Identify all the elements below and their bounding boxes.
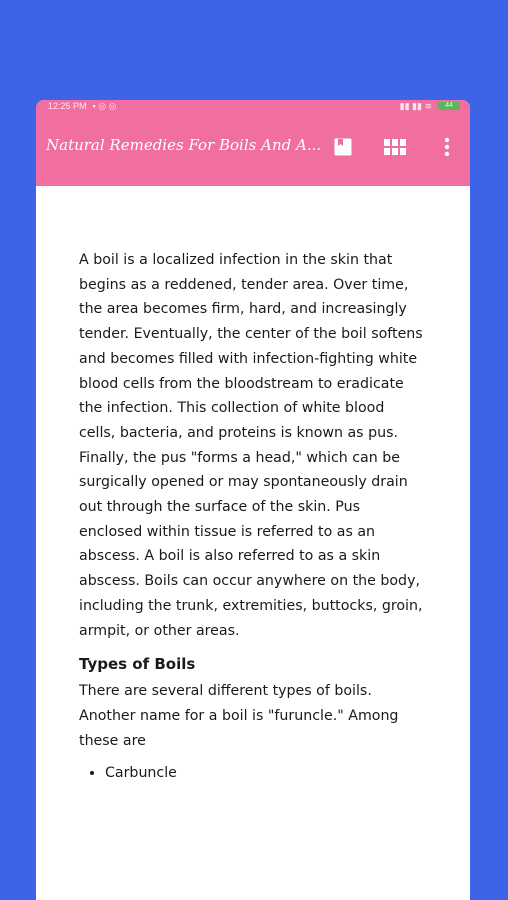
- section-text: There are several different types of boils. Another name for a boil is "furuncle." Among these are: [79, 683, 399, 749]
- app-window: [36, 100, 470, 900]
- app-actions: [328, 132, 462, 162]
- article-content: [79, 248, 424, 785]
- status-bar: [36, 100, 470, 112]
- grid-icon: [384, 139, 406, 155]
- app-bar: [36, 112, 470, 186]
- status-time: 12:25 PM: [48, 101, 87, 111]
- more-vert-icon: [444, 137, 450, 157]
- article-intro: A boil is a localized infection in the skin that begins as a reddened, tender area. Over time, the area becomes firm, hard, and increasingly tender. Eventually, the center of the boil softens and becomes filled with infection-fighting white blood cells from the bloodstream to eradicate the infection. This collection of white blood cells, bacteria, and proteins is known as pus. Finally, the pus "forms a head," which can be surgically opened or may spontaneously drain out through the surface of the skin. Pus enclosed within tissue is referred to as an abscess. A boil is also referred to as a skin abscess. Boils can occur anywhere on the body, including the trunk, extremities, buttocks, groin, armpit, or other areas.: [79, 252, 423, 639]
- signal-icon: ▮▮ ▮▮ ≋: [399, 101, 432, 111]
- battery-icon: [438, 102, 460, 110]
- types-list: [79, 761, 424, 785]
- list-item: • Carbuncle: [105, 761, 424, 785]
- bookmark-button[interactable]: [328, 132, 358, 162]
- grid-view-button[interactable]: [380, 132, 410, 162]
- notification-icon: ▪ ◎ ◎: [92, 101, 117, 111]
- battery-level: 44: [445, 102, 453, 109]
- overflow-menu-button[interactable]: [432, 132, 462, 162]
- section-title: Types of Boils: [79, 655, 196, 674]
- bookmark-icon: [333, 137, 353, 157]
- app-title: Natural Remedies For Boils And A...: [46, 136, 322, 154]
